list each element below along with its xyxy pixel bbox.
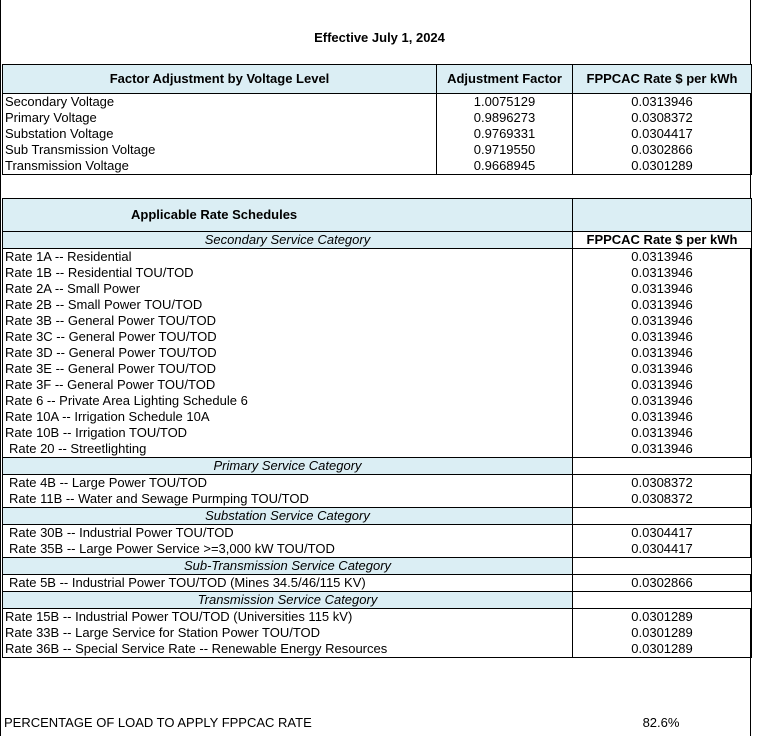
voltage-row	[3, 126, 752, 142]
rate-schedule-name: Rate 3C -- General Power TOU/TOD	[3, 329, 573, 345]
fppcac-rate-cell: 0.0308372	[573, 110, 752, 126]
adjustment-factor-cell: 1.0075129	[437, 94, 573, 111]
fppcac-rate-cell: 0.0304417	[573, 126, 752, 142]
header-adjustment-factor: Adjustment Factor	[437, 65, 573, 94]
rate-schedule-name: Rate 35B -- Large Power Service >=3,000 kW TOU/TOD	[3, 541, 573, 558]
sheet-left-border	[0, 0, 1, 736]
service-category-label: Secondary Service Category	[3, 232, 573, 249]
voltage-level-cell: Transmission Voltage	[3, 158, 437, 175]
service-category-label: Primary Service Category	[3, 458, 573, 475]
rate-schedule-row	[3, 575, 752, 592]
rate-schedule-name: Rate 10A -- Irrigation Schedule 10A	[3, 409, 573, 425]
rate-schedule-value: 0.0313946	[573, 393, 752, 409]
header-blank	[573, 199, 752, 232]
rate-schedule-name: Rate 4B -- Large Power TOU/TOD	[3, 475, 573, 492]
rate-schedule-value: 0.0313946	[573, 297, 752, 313]
adjustment-factor-cell: 0.9719550	[437, 142, 573, 158]
rate-schedule-value: 0.0313946	[573, 249, 752, 266]
rate-schedule-row	[3, 393, 752, 409]
rate-schedule-name: Rate 1A -- Residential	[3, 249, 573, 266]
header-voltage-level: Factor Adjustment by Voltage Level	[3, 65, 437, 94]
rate-schedule-name: Rate 5B -- Industrial Power TOU/TOD (Mines 34.5/46/115 KV)	[3, 575, 573, 592]
rate-schedule-name: Rate 3B -- General Power TOU/TOD	[3, 313, 573, 329]
fppcac-rate-cell: 0.0313946	[573, 94, 752, 111]
rate-schedule-value: 0.0313946	[573, 425, 752, 441]
rate-schedule-row	[3, 425, 752, 441]
voltage-table-header	[3, 65, 752, 94]
voltage-level-cell: Substation Voltage	[3, 126, 437, 142]
rate-schedule-value: 0.0313946	[573, 377, 752, 393]
service-category-label: Transmission Service Category	[3, 592, 573, 609]
rate-schedule-row	[3, 281, 752, 297]
voltage-row	[3, 94, 752, 111]
voltage-level-cell: Secondary Voltage	[3, 94, 437, 111]
rate-schedule-value: 0.0313946	[573, 265, 752, 281]
rate-schedule-row	[3, 625, 752, 641]
rate-schedule-name: Rate 30B -- Industrial Power TOU/TOD	[3, 525, 573, 542]
fppcac-rate-cell: 0.0301289	[573, 158, 752, 175]
rate-schedule-name: Rate 33B -- Large Service for Station Power TOU/TOD	[3, 625, 573, 641]
service-category-row	[3, 508, 752, 525]
voltage-row	[3, 158, 752, 175]
rate-schedule-name: Rate 15B -- Industrial Power TOU/TOD (Universities 115 kV)	[3, 609, 573, 626]
rate-schedule-row	[3, 409, 752, 425]
rate-schedule-row	[3, 377, 752, 393]
service-category-row	[3, 232, 752, 249]
rate-schedule-name: Rate 3E -- General Power TOU/TOD	[3, 361, 573, 377]
rate-schedule-row	[3, 329, 752, 345]
rate-schedule-name: Rate 11B -- Water and Sewage Purmping TOU/TOD	[3, 491, 573, 508]
rate-schedule-row	[3, 441, 752, 458]
rate-schedule-name: Rate 10B -- Irrigation TOU/TOD	[3, 425, 573, 441]
rate-schedule-row	[3, 641, 752, 658]
rate-schedule-name: Rate 6 -- Private Area Lighting Schedule 6	[3, 393, 573, 409]
rate-schedule-value: 0.0313946	[573, 345, 752, 361]
rate-schedule-row	[3, 609, 752, 626]
load-percentage-value: 82.6%	[642, 715, 680, 730]
schedule-table-header	[3, 199, 752, 232]
header-applicable-schedules: Applicable Rate Schedules	[3, 199, 573, 232]
header-fppcac-rate: FPPCAC Rate $ per kWh	[573, 65, 752, 94]
rate-schedule-value: 0.0301289	[573, 625, 752, 641]
rate-schedule-row	[3, 525, 752, 542]
rate-schedule-value: 0.0301289	[573, 609, 752, 626]
voltage-table-body	[3, 94, 752, 175]
rate-schedule-name: Rate 1B -- Residential TOU/TOD	[3, 265, 573, 281]
rate-schedule-name: Rate 3F -- General Power TOU/TOD	[3, 377, 573, 393]
effective-date-title: Effective July 1, 2024	[314, 30, 445, 45]
schedule-table-body	[3, 232, 752, 658]
rate-schedule-value: 0.0313946	[573, 441, 752, 458]
load-percentage-label: PERCENTAGE OF LOAD TO APPLY FPPCAC RATE	[4, 715, 312, 730]
rate-schedule-value: 0.0301289	[573, 641, 752, 658]
rate-schedule-name: Rate 3D -- General Power TOU/TOD	[3, 345, 573, 361]
rate-schedule-row	[3, 361, 752, 377]
rate-schedule-row	[3, 345, 752, 361]
rate-schedule-name: Rate 20 -- Streetlighting	[3, 441, 573, 458]
rate-column-blank	[573, 508, 752, 525]
rate-schedule-value: 0.0302866	[573, 575, 752, 592]
rate-schedule-value: 0.0308372	[573, 475, 752, 492]
rate-schedule-name: Rate 2A -- Small Power	[3, 281, 573, 297]
fppcac-rate-cell: 0.0302866	[573, 142, 752, 158]
rate-column-header: FPPCAC Rate $ per kWh	[573, 232, 752, 249]
rate-schedule-row	[3, 491, 752, 508]
rate-schedule-value: 0.0313946	[573, 313, 752, 329]
rate-schedule-value: 0.0313946	[573, 361, 752, 377]
voltage-row	[3, 110, 752, 126]
rate-schedule-row	[3, 249, 752, 266]
rate-schedule-row	[3, 265, 752, 281]
rate-schedule-row	[3, 297, 752, 313]
rate-schedule-row	[3, 475, 752, 492]
rate-schedule-value: 0.0308372	[573, 491, 752, 508]
rate-schedule-row	[3, 541, 752, 558]
rate-schedule-name: Rate 2B -- Small Power TOU/TOD	[3, 297, 573, 313]
service-category-row	[3, 592, 752, 609]
rate-column-blank	[573, 458, 752, 475]
rate-schedule-table	[2, 198, 752, 658]
service-category-label: Substation Service Category	[3, 508, 573, 525]
voltage-factor-table	[2, 64, 752, 175]
service-category-row	[3, 558, 752, 575]
rate-schedule-value: 0.0304417	[573, 525, 752, 542]
rate-schedule-value: 0.0313946	[573, 329, 752, 345]
voltage-row	[3, 142, 752, 158]
adjustment-factor-cell: 0.9896273	[437, 110, 573, 126]
rate-schedule-value: 0.0304417	[573, 541, 752, 558]
rate-schedule-value: 0.0313946	[573, 281, 752, 297]
rate-column-blank	[573, 558, 752, 575]
rate-schedule-value: 0.0313946	[573, 409, 752, 425]
voltage-level-cell: Primary Voltage	[3, 110, 437, 126]
service-category-label: Sub-Transmission Service Category	[3, 558, 573, 575]
rate-column-blank	[573, 592, 752, 609]
rate-schedule-row	[3, 313, 752, 329]
adjustment-factor-cell: 0.9769331	[437, 126, 573, 142]
rate-schedule-name: Rate 36B -- Special Service Rate -- Renewable Energy Resources	[3, 641, 573, 658]
adjustment-factor-cell: 0.9668945	[437, 158, 573, 175]
voltage-level-cell: Sub Transmission Voltage	[3, 142, 437, 158]
service-category-row	[3, 458, 752, 475]
